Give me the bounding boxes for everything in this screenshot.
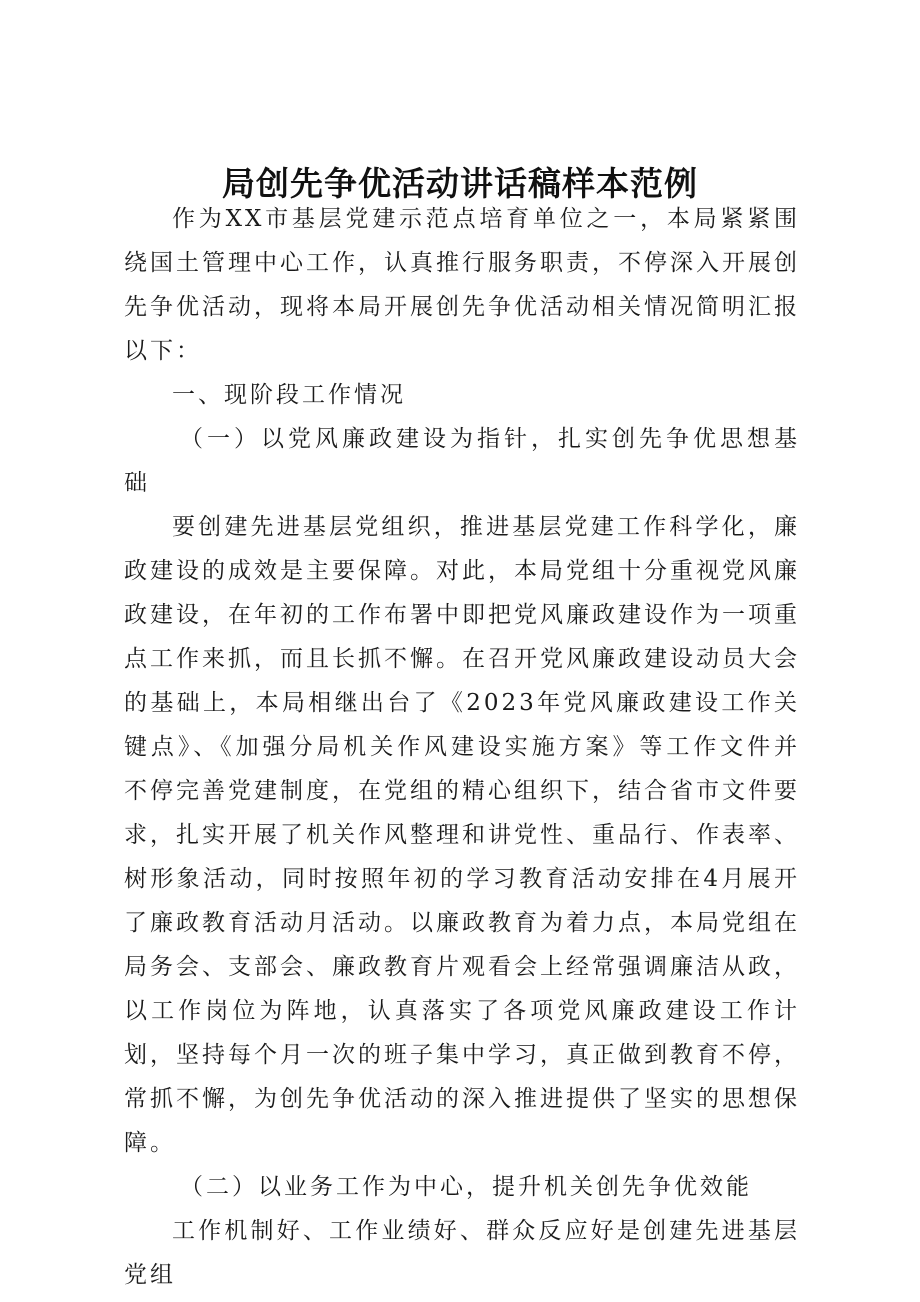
intro-paragraph: 作为XX市基层党建示范点培育单位之一，本局紧紧围绕国土管理中心工作，认真推行服务职责，不停深入开展创先争优活动，现将本局开展创先争优活动相关情况简明汇报以下：: [124, 206, 800, 364]
section-heading-1: 一、现阶段工作情况: [172, 382, 406, 408]
subsection-heading-1: （一）以党风廉政建设为指针，扎实创先争优思想基础: [124, 426, 800, 496]
subsection-heading-2: （二）以业务工作为中心，提升机关创先争优效能: [180, 1174, 752, 1200]
body-paragraph-1: 要创建先进基层党组织，推进基层党建工作科学化，廉政建设的成效是主要保障。对此，本局党组十分重视党风廉政建设，在年初的工作布署中即把党风廉政建设作为一项重点工作来抓，而且长抓不懈。在召开党风廉政建设动员大会的基础上，本局相继出台了《2023年党风廉政建设工作关键点》、《加强分局机关作风建设实施方案》等工作文件并不停完善党建制度，在党组的精心组织下，结合省市文件要求，扎实开展了机关作风整理和讲党性、重品行、作表率、树形象活动，同时按照年初的学习教育活动安排在4月展开了廉政教育活动月活动。以廉政教育为着力点，本局党组在局务会、支部会、廉政教育片观看会上经常强调廉洁从政，以工作岗位为阵地，认真落实了各项党风廉政建设工作计划，坚持每个月一次的班子集中学习，真正做到教育不停，常抓不懈，为创先争优活动的深入推进提供了坚实的思想保障。: [124, 514, 800, 1156]
document-body: [124, 197, 800, 1297]
body-paragraph-2: 工作机制好、工作业绩好、群众反应好是创建先进基层党组: [124, 1218, 800, 1288]
document-title: 局创先争优活动讲话稿样本范例: [222, 164, 698, 203]
